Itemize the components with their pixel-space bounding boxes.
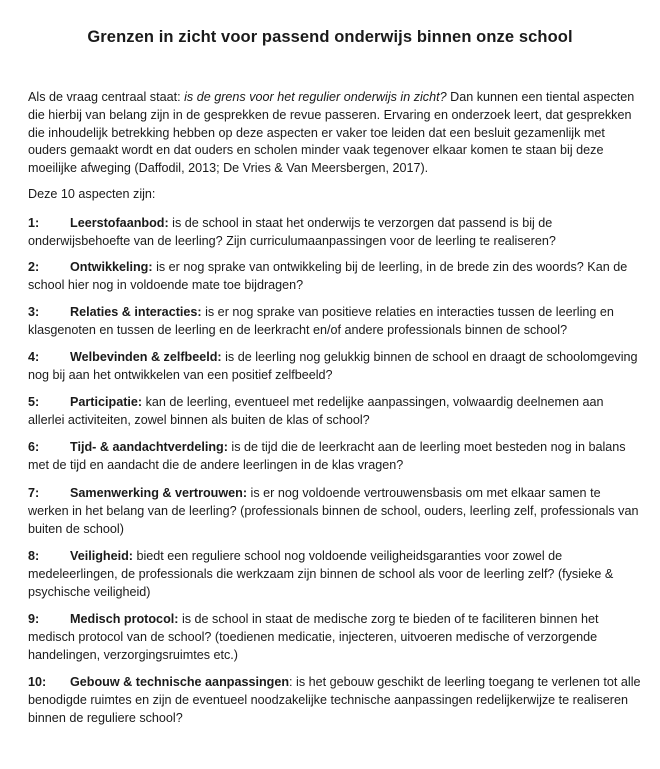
aspect-number: 1:	[28, 216, 40, 230]
aspect-item-8	[28, 548, 642, 601]
aspect-item-7	[28, 485, 642, 538]
intro-question: is de grens voor het regulier onderwijs in zicht?	[184, 90, 447, 104]
aspect-item-6	[28, 439, 642, 475]
aspect-term: Samenwerking & vertrouwen:	[70, 486, 248, 500]
aspect-description: is er nog sprake van ontwikkeling bij de leerling, in de brede zin des woords? Kan de school hier nog in voldoende mate toe bijdragen?	[28, 260, 628, 292]
aspect-description: is er nog sprake van positieve relaties en interacties tussen de leerling en klasgenoten en tussen de leerling en de leerkracht en/of andere professionals binnen de school?	[28, 305, 614, 337]
aspect-term: Veiligheid:	[70, 549, 133, 563]
aspect-term: Ontwikkeling:	[70, 260, 153, 274]
intro-rest: Dan kunnen een tiental aspecten die hierbij van belang zijn in de gesprekken de revue passeren. Ervaring en onderzoek leert, dat gesprekken die inhoudelijk betrekking hebben op deze aspecten er vaker toe leiden dat een besluit gezamenlijk met ouders gemaakt wordt en dat ouders en scholen minder vaak tegenover elkaar komen te staan bij deze moeilijke afweging (Daffodil, 2013; De Vries & Van Meersbergen, 2017).	[28, 90, 635, 176]
aspect-description: kan de leerling, eventueel met redelijke aanpassingen, volwaardig deelnemen aan allerlei activiteiten, zowel binnen als buiten de klas of school?	[28, 395, 604, 427]
aspect-number: 4:	[28, 350, 40, 364]
aspect-description: is er nog voldoende vertrouwensbasis om met elkaar samen te werken in het belang van de leerling? (professionals binnen de school, ouders, leerling zelf, professionals van buiten de school)	[28, 486, 639, 536]
aspect-description: is de school in staat de medische zorg te bieden of te faciliteren binnen het medisch protocol van de school? (toedienen medicatie, injecteren, uitvoeren medische of verzorgende handelingen, verzorgingsruimtes etc.)	[28, 612, 599, 662]
aspect-item-5	[28, 394, 642, 430]
aspect-number: 6:	[28, 440, 40, 454]
intro-prefix: Als de vraag centraal staat:	[28, 90, 185, 104]
aspect-description: is de leerling nog gelukkig binnen de school en draagt de schoolomgeving nog bij aan het ontwikkelen van een positief zelfbeeld?	[28, 350, 638, 382]
aspect-item-1	[28, 215, 642, 251]
aspect-item-4	[28, 349, 642, 385]
aspect-term: Welbevinden & zelfbeeld:	[70, 350, 222, 364]
aspect-number: 2:	[28, 260, 40, 274]
aspect-description: biedt een reguliere school nog voldoende veiligheidsgaranties voor zowel de medeleerlingen, de professionals die werkzaam zijn binnen de school als voor de leerling zelf? (fysieke & psychische veiligheid)	[28, 549, 614, 599]
aspect-item-2	[28, 259, 642, 295]
aspect-description: is de tijd die de leerkracht aan de leerling moet besteden nog in balans met de tijd en aandacht die de andere leerlingen in de klas vragen?	[28, 440, 626, 472]
aspect-number: 9:	[28, 612, 40, 626]
aspect-description: is de school in staat het onderwijs te verzorgen dat passend is bij de onderwijsbehoefte van de leerling? Zijn curriculumaanpassingen voor de leerling te realiseren?	[28, 216, 556, 248]
aspect-term: Tijd- & aandachtverdeling:	[70, 440, 228, 454]
aspect-item-9	[28, 611, 642, 664]
aspect-number: 5:	[28, 395, 40, 409]
aspect-term: Participatie:	[70, 395, 143, 409]
aspect-number: 7:	[28, 486, 40, 500]
aspect-term: Gebouw & technische aanpassingen	[70, 675, 290, 689]
aspect-number: 10:	[28, 675, 47, 689]
aspect-term: Leerstofaanbod:	[70, 216, 169, 230]
document-title: Grenzen in zicht voor passend onderwijs binnen onze school	[87, 28, 573, 46]
lead-text: Deze 10 aspecten zijn:	[28, 187, 156, 201]
aspect-description: : is het gebouw geschikt de leerling toegang te verlenen tot alle benodigde ruimtes en zijn de eventueel noodzakelijke technische aanpassingen redelijkerwijze te realiseren binnen de reguliere school?	[28, 675, 641, 725]
aspect-number: 3:	[28, 305, 40, 319]
aspect-item-10	[28, 674, 642, 727]
aspect-term: Relaties & interacties:	[70, 305, 202, 319]
aspect-term: Medisch protocol:	[70, 612, 179, 626]
aspect-number: 8:	[28, 549, 40, 563]
intro-paragraph	[28, 89, 640, 178]
aspect-item-3	[28, 304, 642, 340]
